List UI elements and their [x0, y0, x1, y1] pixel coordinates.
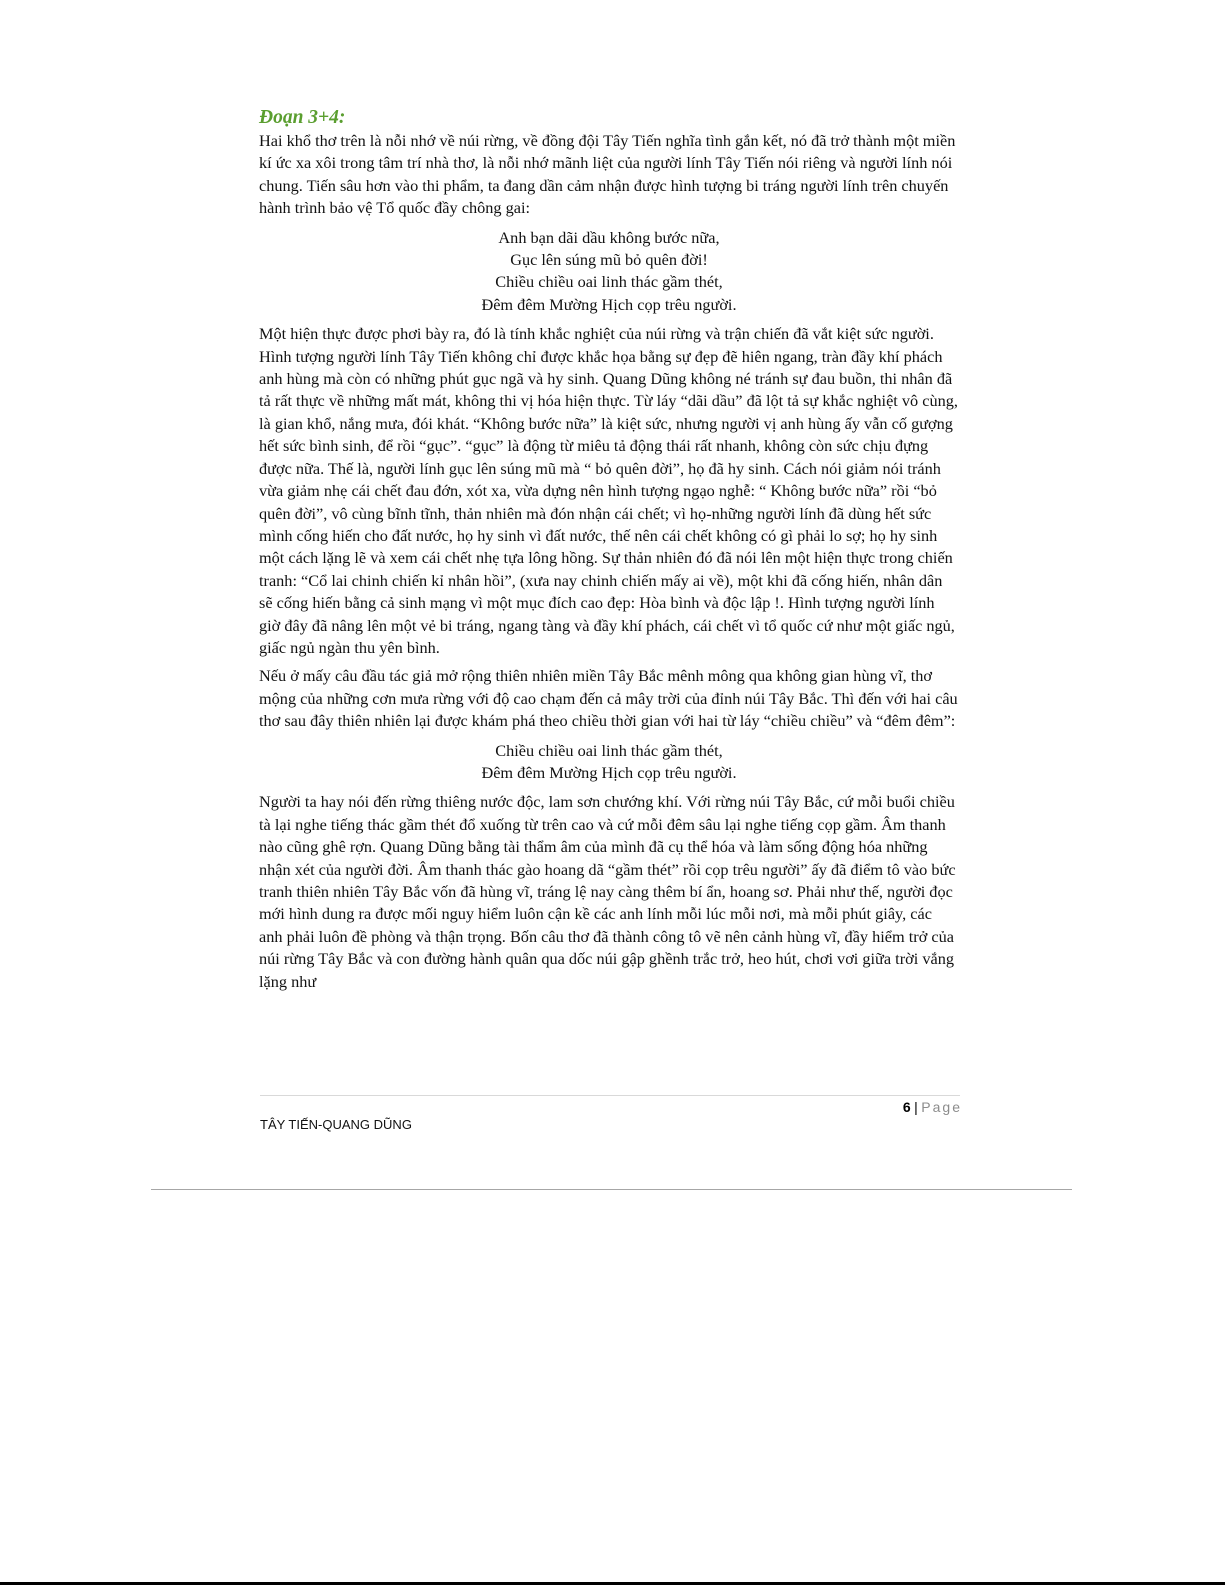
verse-line: Chiều chiều oai linh thác gầm thét, — [495, 740, 723, 760]
verse-line: Anh bạn dãi dầu không bước nữa, — [498, 227, 720, 247]
paragraph-nature-analysis: Người ta hay nói đến rừng thiêng nước độc, lam sơn chướng khí. Với rừng núi Tây Bắc, cứ mỗi buổi chiều tà lại nghe tiếng thác gầm thét đổ xuống từ trên cao và cứ mỗi đêm sâu lại nghe tiếng cọp gầm. Âm thanh nào cũng ghê rợn. Quang Dũng bằng tài thẩm âm của mình đã cụ thể hóa và làm sống động hóa những nhận xét của người đời. Âm thanh thác gào hoang dã “gầm thét” rồi cọp trêu người” ấy đã điểm tô vào bức tranh thiên nhiên Tây Bắc vốn đã hùng vĩ, tráng lệ nay càng thêm bí ẩn, hoang sơ. Phải như thế, người đọc mới hình dung ra được mối nguy hiểm luôn cận kề các anh lính mỗi lúc mỗi nơi, mà mỗi phút giây, các anh phải luôn đề phòng và thận trọng. Bốn câu thơ đã thành công tô vẽ nên cảnh hùng vĩ, đầy hiểm trở của núi rừng Tây Bắc và con đường hành quân qua dốc núi gập ghềnh trắc trở, heo hút, chơi vơi giữa trời vắng lặng như — [259, 792, 956, 991]
page-label: Page — [921, 1099, 962, 1115]
page-content — [259, 106, 959, 993]
paragraph-intro: Hai khổ thơ trên là nỗi nhớ về núi rừng, về đồng đội Tây Tiến nghĩa tình gắn kết, nó đã trở thành một miền kí ức xa xôi trong tâm trí nhà thơ, là nỗi nhớ mãnh liệt của người lính Tây Tiến nói riêng và người lính nói chung. Tiến sâu hơn vào thi phẩm, ta đang dần cảm nhận được hình tượng bi tráng người lính trên chuyến hành trình bảo vệ Tổ quốc đầy chông gai: — [259, 131, 956, 218]
verse-line: Gục lên súng mũ bỏ quên đời! — [510, 250, 708, 270]
footer-title: TÂY TIẾN-QUANG DŨNG — [260, 1117, 412, 1132]
poem-stanza-2 — [259, 740, 959, 785]
page-number-value: 6 — [902, 1099, 912, 1115]
section-heading: Đoạn 3+4: — [259, 107, 346, 128]
verse-line: Chiều chiều oai linh thác gầm thét, — [495, 272, 723, 292]
page-break-line — [151, 1189, 1072, 1190]
poem-stanza-1 — [259, 227, 959, 317]
verse-line: Đêm đêm Mường Hịch cọp trêu người. — [481, 294, 737, 314]
page-number-separator: | — [914, 1099, 919, 1115]
paragraph-analysis-soldier: Một hiện thực được phơi bày ra, đó là tính khắc nghiệt của núi rừng và trận chiến đã vắt kiệt sức người. Hình tượng người lính Tây Tiến không chỉ được khắc họa bằng sự đẹp đẽ hiên ngang, tràn đầy khí phách anh hùng mà còn có những phút gục ngã và hy sinh. Quang Dũng không né tránh sự đau buồn, thi nhân đã tả rất thực về những mất mát, không thi vị hóa hiện thực. Từ láy “dãi dầu” đã lột tả sự khắc nghiệt vô cùng, là gian khổ, nắng mưa, đói khát. “Không bước nữa” là kiệt sức, nhưng người vị anh hùng ấy vẫn cố gượng hết sức bình sinh, để rồi “gục”. “gục” là động từ miêu tả động thái rất nhanh, không còn sức chịu đựng được nữa. Thế là, người lính gục lên súng mũ mà “ bỏ quên đời”, họ đã hy sinh. Cách nói giảm nói tránh vừa giảm nhẹ cái chết đau đớn, xót xa, vừa dựng nên hình tượng ngạo nghễ: “ Không bước nữa” rồi “bỏ quên đời”, vô cùng bĩnh tĩnh, thản nhiên mà đón nhận cái chết; vì họ-những người lính đã dùng hết sức mình cống hiến cho đất nước, họ hy sinh vì đất nước, thế nên cái chết không có gì phải lo sợ; họ hy sinh một cách lặng lẽ và xem cái chết nhẹ tựa lông hồng. Sự thản nhiên đó đã nói lên một hiện thực trong chiến tranh: “Cổ lai chinh chiến kỉ nhân hồi”, (xưa nay chinh chiến mấy ai về), một khi đã cống hiến, nhân dân sẽ cống hiến bằng cả sinh mạng vì một mục đích cao đẹp: Hòa bình và độc lập !. Hình tượng người lính giờ đây đã nâng lên một vẻ bi tráng, ngang tàng và đầy khí phách, cái chết vì tổ quốc cứ như một giấc ngủ, giấc ngủ ngàn thu yên bình. — [259, 324, 958, 657]
verse-line: Đêm đêm Mường Hịch cọp trêu người. — [481, 762, 737, 782]
paragraph-nature-intro: Nếu ở mấy câu đầu tác giả mở rộng thiên nhiên miền Tây Bắc mênh mông qua không gian hùng vĩ, thơ mộng của những cơn mưa rừng với độ cao chạm đến cả mây trời của đỉnh núi Tây Bắc. Thì đến với hai câu thơ sau đây thiên nhiên lại được khám phá theo chiều thời gian với hai từ láy “chiều chiều” và “đêm đêm”: — [259, 666, 958, 731]
page-number — [860, 1098, 962, 1116]
footer-divider — [260, 1095, 960, 1096]
